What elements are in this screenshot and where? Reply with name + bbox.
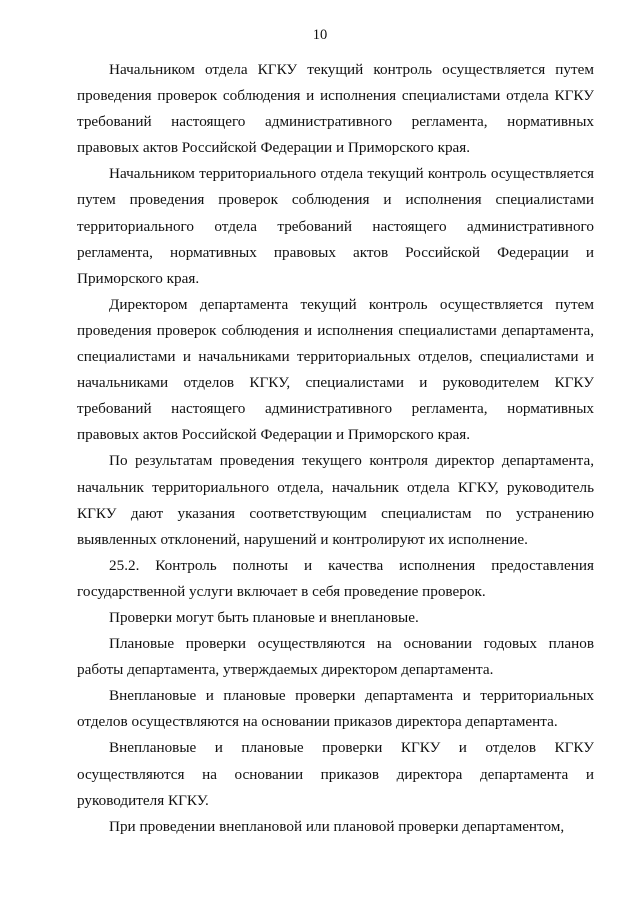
paragraph-4: По результатам проведения текущего контроля директор департамента, начальник территориального отдела, начальник отдела КГКУ, руководитель КГКУ дают указания соответствующим специалистам по устранению выявленных отклонений, нарушений и контролируют их исполнение. [77,452,594,548]
paragraph-2: Начальником территориального отдела текущий контроль осуществляется путем проведения проверок соблюдения и исполнения специалистами территориального отдела требований настоящего административного регламента, нормативных правовых актов Российской Федерации и Приморского края. [77,165,594,287]
paragraph-1: Начальником отдела КГКУ текущий контроль осуществляется путем проведения проверок соблюдения и исполнения специалистами отдела КГКУ требований настоящего административного регламента, нормативных правовых актов Российской Федерации и Приморского края. [77,61,594,157]
paragraph-5: 25.2. Контроль полноты и качества исполнения предоставления государственной услуги включает в себя проведение проверок. [77,556,594,600]
document-body [77,57,594,840]
paragraph-3: Директором департамента текущий контроль осуществляется путем проведения проверок соблюдения и исполнения специалистами департамента, специалистами и начальниками территориальных отделов, специалистами и начальниками отделов КГКУ, специалистами и руководителем КГКУ требований настоящего административного регламента, нормативных правовых актов Российской Федерации и Приморского края. [77,295,594,444]
paragraph-9: Внеплановые и плановые проверки КГКУ и отделов КГКУ осуществляются на основании приказов директора департамента и руководителя КГКУ. [77,739,594,809]
paragraph-6: Проверки могут быть плановые и внеплановые. [109,608,419,626]
paragraph-10: При проведении внеплановой или плановой проверки департаментом, [109,817,565,835]
paragraph-8: Внеплановые и плановые проверки департамента и территориальных отделов осуществляются на основании приказов директора департамента. [77,687,594,731]
paragraph-7: Плановые проверки осуществляются на основании годовых планов работы департамента, утверждаемых директором департамента. [77,635,594,679]
page-number: 10 [312,27,328,43]
